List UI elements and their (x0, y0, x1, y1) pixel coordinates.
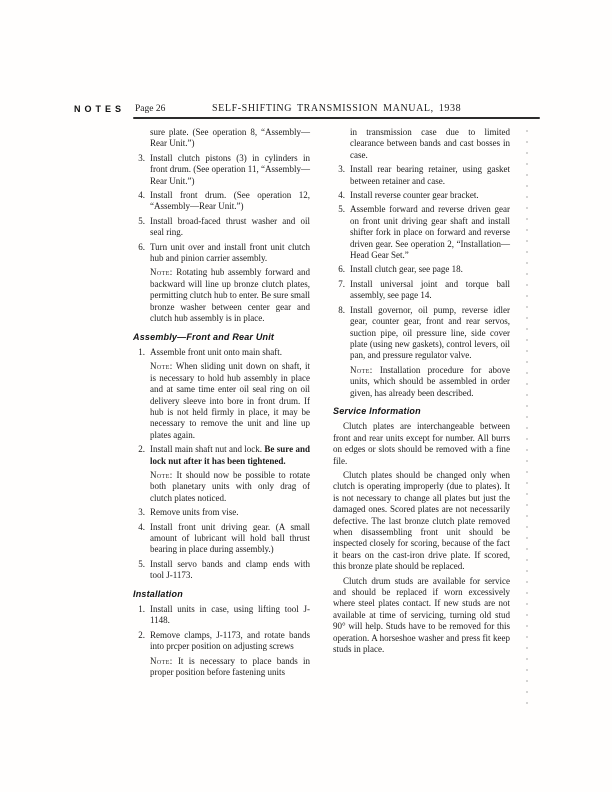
note-label: Note: (150, 361, 173, 372)
list-item (133, 559, 310, 582)
item-number: 4. (338, 190, 345, 201)
two-column-body (133, 127, 511, 681)
item-text: Install universal joint and torque ball assembly, see page 14. (350, 278, 510, 301)
body-paragraph: Clutch plates are interchangeable between front and rear units except for number. All burrs on edges or slots should be removed with a fine file. (333, 421, 510, 466)
item-number: 2. (138, 444, 145, 455)
right-column (333, 127, 510, 681)
item-number: 1. (138, 346, 145, 357)
list-item (133, 522, 310, 556)
list-item (333, 305, 510, 362)
continuation-paragraph: in transmission case due to limited clearance between bands and cast bosses in case. (350, 127, 510, 160)
note-paragraph (150, 361, 310, 441)
list-item (133, 216, 310, 239)
note-paragraph (150, 656, 310, 679)
list-item (133, 347, 310, 358)
list-item (133, 507, 310, 518)
list-item (333, 164, 510, 187)
item-number: 8. (338, 304, 345, 315)
item-text: Install units in case, using lifting tool J-1148. (150, 604, 310, 626)
item-text: Install broad-faced thrust washer and oil seal ring. (150, 215, 310, 238)
item-number: 1. (138, 604, 145, 615)
item-text: Assemble front unit onto main shaft. (150, 346, 282, 357)
body-paragraph: Clutch plates should be changed only when clutch is operating improperly (due to plates). It is not necessary to change all plates but just the damaged ones. Scored plates are not necessarily defective. The last bronze clutch plate removed when disassembling front unit should be inspected closely for scoring, because of the fact it bears on the cast-iron drive plate. If scored, this bronze plate should be replaced. (333, 469, 510, 572)
item-text: Install clutch pistons (3) in cylinders in front drum. (See operation 11, “Assembly—Rear Unit.”) (150, 152, 310, 186)
list-item (333, 190, 510, 201)
list-item (333, 279, 510, 302)
note-text: It is necessary to place bands in proper position before fastening units (150, 655, 310, 678)
item-number: 2. (138, 629, 145, 640)
item-text: Install rear bearing retainer, using gasket between retainer and case. (350, 164, 510, 186)
item-number: 3. (338, 164, 345, 175)
header-rule (133, 117, 540, 119)
list-item (133, 630, 310, 653)
item-number: 3. (138, 507, 145, 518)
item-number: 4. (138, 521, 145, 532)
item-text: Install clutch gear, see page 18. (350, 264, 463, 275)
item-text-bold: Be sure and lock nut after it has been tightened. (150, 444, 310, 466)
note-label: Note: (150, 267, 173, 278)
list-item (133, 190, 310, 213)
section-heading-service-information: Service Information (333, 405, 421, 416)
list-item (133, 242, 310, 265)
note-text: When sliding unit down on shaft, it is necessary to hold hub assembly in place and at same time enter oil seal ring on oil delivery sleeve into bore in front drum. If hub is not held firmly in place, it may be necessary to remove the unit and line up plates again. (150, 361, 310, 440)
note-label: Note: (150, 469, 173, 480)
note-label: Note: (150, 655, 173, 666)
item-number: 3. (138, 152, 145, 163)
section-heading-assembly-front-rear: Assembly—Front and Rear Unit (133, 331, 275, 342)
note-text: It should now be possible to rotate both planetary units with only drag of clutch plates noticed. (150, 469, 311, 503)
continuation-paragraph: sure plate. (See operation 8, “Assembly—Rear Unit.”) (150, 127, 310, 149)
section-heading-installation: Installation (133, 588, 183, 599)
item-text: Assemble forward and reverse driven gear on front unit driving gear shaft and install shifter fork in place on forward and reverse driven gear. See operation 2, “Installation—Head Gear Set.” (350, 204, 510, 261)
item-number: 4. (138, 190, 145, 201)
item-number: 6. (338, 264, 345, 275)
note-paragraph (350, 365, 510, 399)
item-text (150, 444, 310, 467)
item-number: 5. (138, 215, 145, 226)
notes-margin-label: NOTES (74, 104, 126, 114)
note-paragraph (150, 470, 310, 504)
item-number: 5. (338, 204, 345, 215)
item-number: 5. (138, 558, 145, 569)
item-number: 6. (138, 241, 145, 252)
item-text-normal: Install main shaft nut and lock. (150, 444, 265, 455)
item-text: Remove units from vise. (150, 507, 239, 518)
item-text: Install reverse counter gear bracket. (350, 190, 479, 201)
item-text: Turn unit over and install front unit clutch hub and pinion carrier assembly. (150, 241, 310, 264)
note-paragraph (150, 267, 310, 324)
item-text: Remove clamps, J-1173, and rotate bands into prcper position on adjusting screws (150, 629, 310, 652)
scan-artifact-marks (526, 130, 528, 704)
list-item (133, 604, 310, 627)
note-label: Note: (350, 364, 373, 375)
item-number: 7. (338, 278, 345, 289)
body-paragraph: Clutch drum studs are available for service and should be replaced if worn excessively where steel plates contact. If new studs are not available at time of servicing, turning old stud 90° will help. Studs have to be removed for this operation. A horseshoe washer and press fit keep studs in place. (333, 575, 510, 655)
item-text: Install front unit driving gear. (A small amount of lubricant will hold ball thrust bearing in place during assembly.) (150, 521, 310, 555)
list-item (133, 444, 310, 467)
item-text: Install governor, oil pump, reverse idler gear, counter gear, front and rear servos, suction pipe, oil pressure line, side cover plate (using new gaskets), control levers, oil pan, and pressure regulator valve. (350, 304, 510, 361)
note-text: Rotating hub assembly forward and backward will line up bronze clutch plates, permitting clutch hub to enter. Be sure small bronze washer between center gear and clutch hub assembly is in place. (150, 267, 310, 324)
page-number: Page 26 (135, 104, 166, 114)
item-text: Install front drum. (See operation 12, “Assembly—Rear Unit.”) (150, 190, 310, 212)
left-column (133, 127, 310, 681)
list-item (333, 264, 510, 275)
item-text: Install servo bands and clamp ends with tool J-1173. (150, 558, 310, 581)
page-title: SELF-SHIFTING TRANSMISSION MANUAL, 1938 (212, 103, 462, 114)
list-item (333, 204, 510, 261)
list-item (133, 153, 310, 187)
note-text: Installation procedure for above units, which should be assembled in order given, has already been described. (350, 364, 510, 398)
